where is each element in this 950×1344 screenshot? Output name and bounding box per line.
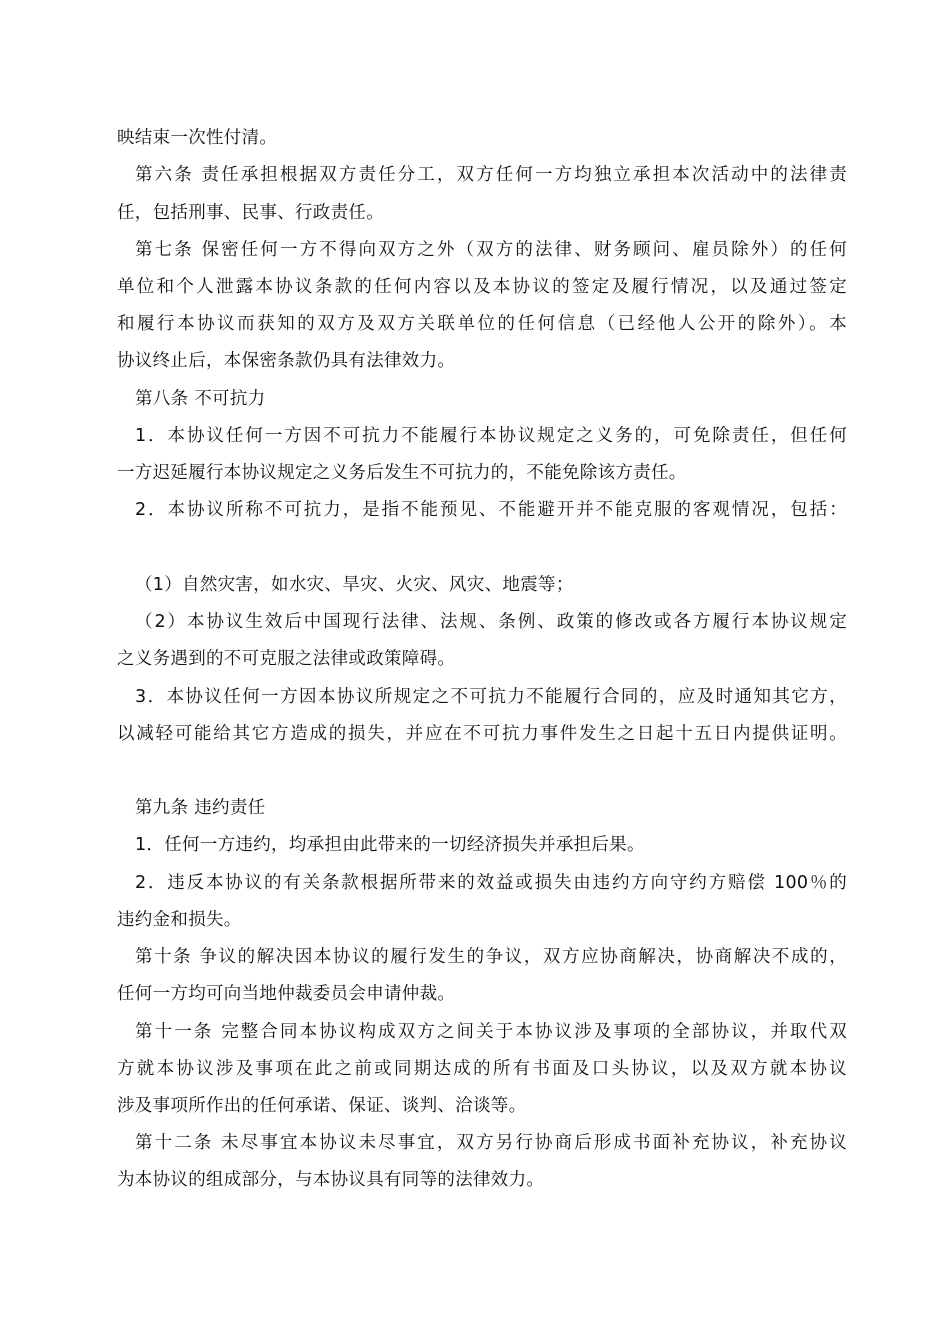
text-line: （2）本协议生效后中国现行法律、法规、条例、政策的修改或各方履行本协议规定 bbox=[135, 612, 847, 632]
text-line: 3．本协议任何一方因本协议所规定之不可抗力不能履行合同的，应及时通知其它方， bbox=[135, 687, 847, 707]
text-line: 违约金和损失。 bbox=[117, 910, 242, 930]
text-line: 之义务遇到的不可克服之法律或政策障碍。 bbox=[117, 649, 456, 669]
text-line: 映结束一次性付清。 bbox=[117, 128, 278, 148]
text-line: 第十二条 未尽事宜本协议未尽事宜，双方另行协商后形成书面补充协议，补充协议 bbox=[135, 1133, 847, 1153]
text-line: 方就本协议涉及事项在此之前或同期达成的所有书面及口头协议，以及双方就本协议 bbox=[117, 1059, 847, 1079]
text-line: 协议终止后，本保密条款仍具有法律效力。 bbox=[117, 351, 456, 371]
text-line: 1．本协议任何一方因不可抗力不能履行本协议规定之义务的，可免除责任，但任何 bbox=[135, 426, 847, 446]
text-line: 第十一条 完整合同本协议构成双方之间关于本协议涉及事项的全部协议，并取代双 bbox=[135, 1022, 847, 1042]
text-line: 2．违反本协议的有关条款根据所带来的效益或损失由违约方向守约方赔偿 100％的 bbox=[135, 873, 847, 893]
text-line: 以减轻可能给其它方造成的损失，并应在不可抗力事件发生之日起十五日内提供证明。 bbox=[117, 724, 847, 744]
text-line: 第十条 争议的解决因本协议的履行发生的争议，双方应协商解决，协商解决不成的， bbox=[135, 947, 847, 967]
text-line: （1）自然灾害，如水灾、旱灾、火灾、风灾、地震等； bbox=[135, 575, 574, 595]
section-heading: 第九条 违约责任 bbox=[135, 798, 266, 818]
text-line: 2．本协议所称不可抗力，是指不能预见、不能避开并不能克服的客观情况，包括： bbox=[135, 500, 847, 520]
text-line: 1．任何一方违约，均承担由此带来的一切经济损失并承担后果。 bbox=[135, 835, 645, 855]
text-line: 一方迟延履行本协议规定之义务后发生不可抗力的，不能免除该方责任。 bbox=[117, 463, 687, 483]
text-line: 单位和个人泄露本协议条款的任何内容以及本协议的签定及履行情况，以及通过签定 bbox=[117, 277, 847, 297]
section-heading: 第八条 不可抗力 bbox=[135, 389, 266, 409]
text-line: 任何一方均可向当地仲裁委员会申请仲裁。 bbox=[117, 984, 456, 1004]
text-line: 第七条 保密任何一方不得向双方之外（双方的法律、财务顾问、雇员除外）的任何 bbox=[135, 240, 847, 260]
text-line: 涉及事项所作出的任何承诺、保证、谈判、洽谈等。 bbox=[117, 1096, 527, 1116]
text-line: 任，包括刑事、民事、行政责任。 bbox=[117, 203, 384, 223]
text-line: 第六条 责任承担根据双方责任分工，双方任何一方均独立承担本次活动中的法律责 bbox=[135, 165, 847, 185]
text-line: 和履行本协议而获知的双方及双方关联单位的任何信息（已经他人公开的除外）。本 bbox=[117, 314, 847, 334]
text-line: 为本协议的组成部分，与本协议具有同等的法律效力。 bbox=[117, 1170, 545, 1190]
